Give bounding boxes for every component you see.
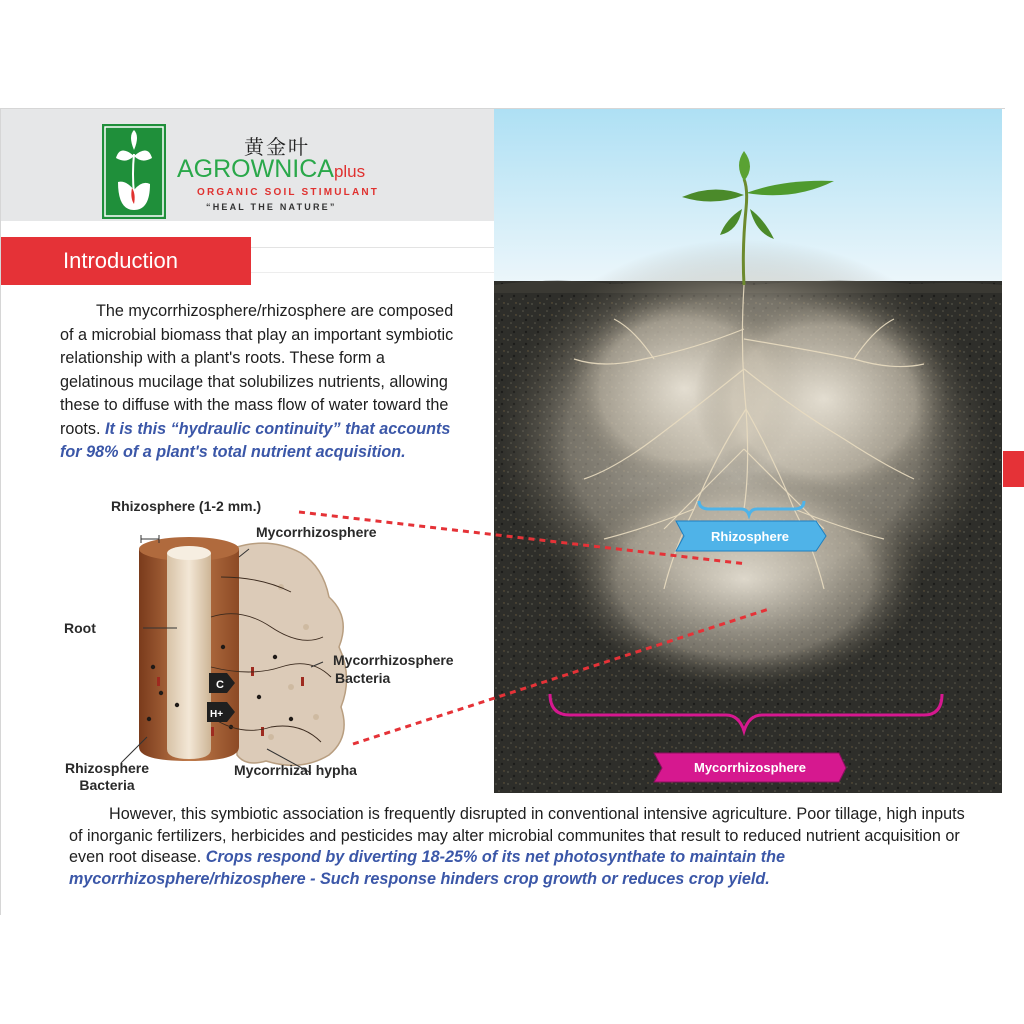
mycorrhizosphere-tag: Mycorrhizosphere — [694, 760, 806, 775]
intro-text: The mycorrhizosphere/rhizosphere are composed of a microbial biomass that play an important symbiotic relationship with a plant's roots. These form a gelatinous mucilage that solubilizes nutrients, allowing these to diffuse with the mass flow of water toward the roots. — [60, 302, 454, 438]
conclusion-paragraph — [69, 804, 969, 890]
mycorrhizosphere-label: Mycorrhizosphere — [256, 524, 377, 540]
page — [0, 108, 1005, 915]
connector-lines — [1, 109, 1005, 915]
rhizosphere-tag: Rhizosphere — [710, 529, 790, 544]
page-edge-marker — [1003, 451, 1024, 487]
brand-name-main: AGROWNICA — [177, 155, 334, 183]
mycorrhizosphere-bacteria-line2: Bacteria — [335, 670, 391, 686]
mycorrhizosphere-connector — [353, 609, 769, 744]
rhizosphere-bacteria-line1: Rhizosphere — [65, 760, 150, 776]
rhizosphere-range-label: Rhizosphere (1-2 mm.) — [111, 498, 262, 514]
brand-tagline: ORGANIC SOIL STIMULANT — [197, 187, 380, 198]
section-title: Introduction — [1, 237, 251, 285]
mycorrhizosphere-bacteria-line1: Mycorrhizosphere — [333, 652, 454, 668]
hydrogen-marker: H+ — [210, 709, 224, 720]
conclusion-emphasis: Crops respond by diverting 18-25% of its net photosynthate to maintain the mycorrhizosphere/rhizosphere - Such response hinders crop growth or reduces crop yield. — [69, 848, 785, 888]
mycorrhizal-hypha-label: Mycorrhizal hypha — [234, 762, 357, 778]
intro-emphasis: It is this “hydraulic continuity” that accounts for 98% of a plant's total nutrient acquisition. — [60, 419, 451, 461]
brand-motto: “HEAL THE NATURE” — [206, 202, 337, 212]
carbon-marker: C — [216, 679, 224, 691]
rhizosphere-connector — [299, 512, 747, 564]
root-label: Root — [64, 620, 96, 636]
brand-chinese-name: 黄金叶 — [244, 135, 310, 159]
rhizosphere-bacteria-line2: Bacteria — [79, 777, 135, 793]
conclusion-text: However, this symbiotic association is frequently disrupted in conventional intensive agriculture. Poor tillage, high inputs of inorganic fertilizers, herbicides and pesticides may alter microbial communites that result to reduced nutrient acquisition or even root disease. — [69, 805, 965, 866]
brand-name-suffix: plus — [333, 162, 366, 181]
